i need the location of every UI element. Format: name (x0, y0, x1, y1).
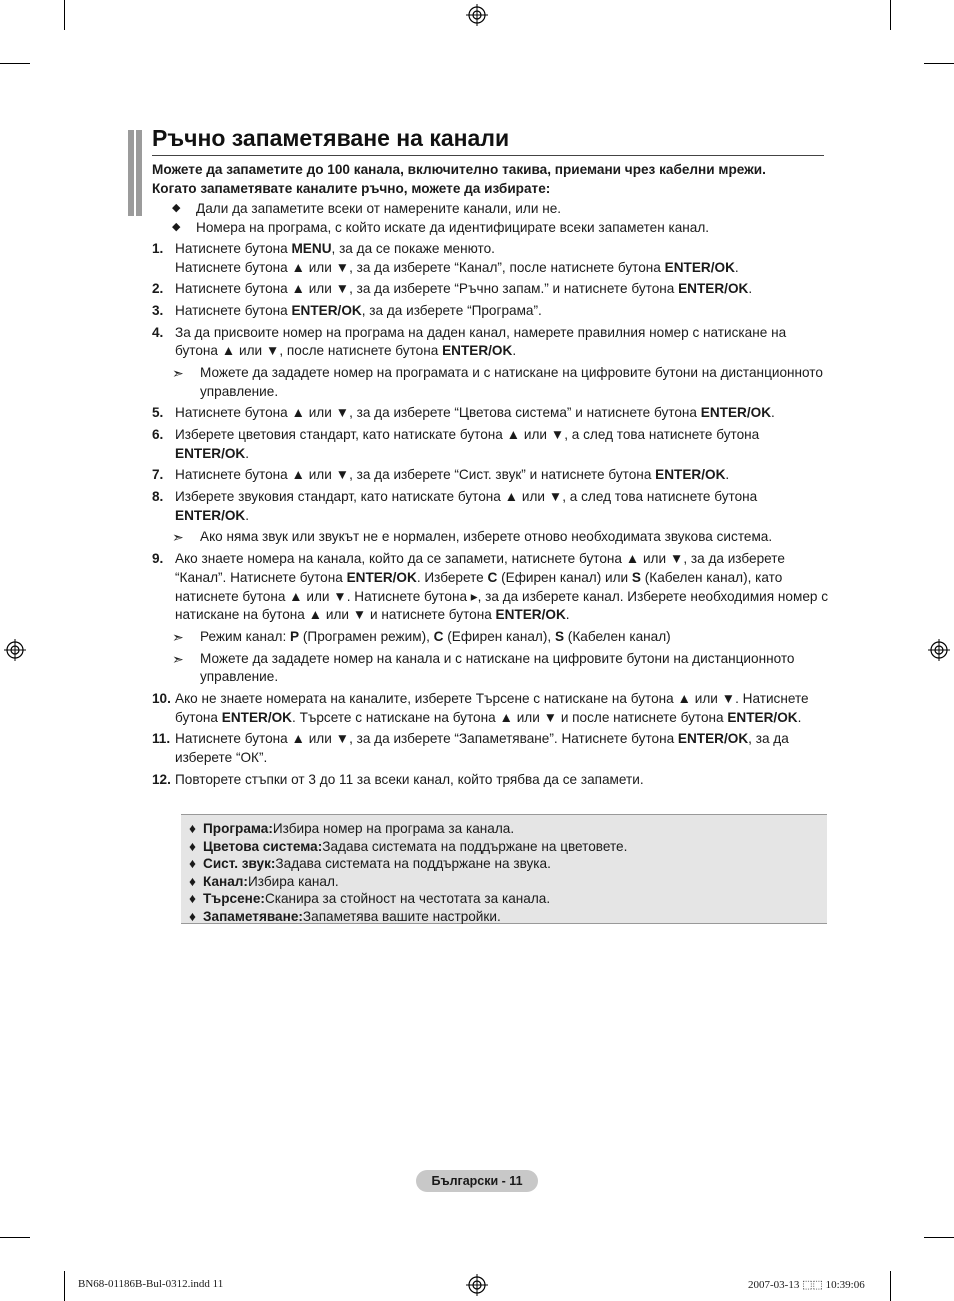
note-item (172, 528, 832, 547)
step-text: Натиснете бутона ▲ или ▼, за да изберете “Сист. звук” и натиснете бутона ENTER/OK. (175, 467, 730, 483)
step-number: 9. (152, 550, 164, 566)
bullet-item (172, 199, 832, 218)
step-item (152, 302, 832, 321)
note-arrow-icon: ➣ (172, 628, 184, 645)
info-term: Запаметяване: (203, 908, 303, 924)
step-text: Натиснете бутона ▲ или ▼, за да изберете “Запаметяване”. Натиснете бутона ENTER/OK, за да изберете “ОК”. (175, 731, 789, 766)
note-item (172, 364, 832, 402)
step-text: За да присвоите номер на програма на даден канал, намерете правилния номер с натискане на бутона ▲ или ▼, после натиснете бутона ENTER/OK. (175, 324, 787, 359)
crop-mark (890, 1271, 891, 1301)
steps-list (152, 240, 832, 792)
step-item (152, 550, 832, 625)
info-row (189, 855, 827, 873)
info-desc: Сканира за стойност на честотата за канала. (264, 891, 551, 906)
intro-line: Можете да запаметите до 100 канала, включително такива, приемани чрез кабелни мрежи. (152, 162, 766, 177)
info-row (189, 908, 827, 926)
diamond-bullet-icon: ◆ (172, 202, 181, 214)
crop-mark (64, 1271, 65, 1301)
diamond-bullet-icon: ♦ (189, 891, 196, 906)
step-item (152, 240, 832, 278)
info-row (189, 820, 827, 838)
info-term: Канал: (203, 873, 248, 889)
note-text: Режим канал: P (Програмен режим), C (Ефирен канал), S (Кабелен канал) (200, 628, 671, 644)
step-item (152, 690, 832, 728)
step-item (152, 324, 832, 362)
step-text: Натиснете бутона ▲ или ▼, за да изберете “Цветова система” и натиснете бутона ENTER/OK. (175, 405, 775, 421)
info-desc: Задава системата на поддържане на цветовете. (322, 838, 628, 854)
crop-mark (0, 1237, 30, 1238)
bullet-item (172, 218, 832, 237)
footer-file-info: BN68-01186B-Bul-0312.indd 11 (78, 1278, 224, 1290)
info-row (189, 838, 827, 856)
info-desc: Задава системата на поддържане на звука. (275, 856, 551, 871)
step-number: 6. (152, 426, 164, 442)
step-item (152, 426, 832, 464)
note-arrow-icon: ➣ (172, 364, 184, 381)
diamond-bullet-icon: ♦ (189, 838, 196, 854)
step-item (152, 730, 832, 768)
crop-mark (0, 63, 30, 64)
note-item (172, 628, 832, 647)
step-number: 7. (152, 467, 164, 483)
option-bullets (172, 199, 832, 237)
diamond-bullet-icon: ♦ (189, 856, 196, 871)
step-text: Натиснете бутона ▲ или ▼, за да изберете “Ръчно запам.” и натиснете бутона ENTER/OK. (175, 281, 753, 297)
registration-mark-icon (4, 639, 26, 661)
step-text: Натиснете бутона MENU, за да се покаже менюто. Натиснете бутона ▲ или ▼, за да изберете “Канал”, после натиснете бутона ENTER/OK. (175, 241, 739, 275)
step-text: Натиснете бутона ENTER/OK, за да изберете “Програма”. (175, 302, 542, 318)
info-term: Сист. звук: (203, 856, 276, 871)
step-text: Ако знаете номера на канала, който да се запамети, натиснете бутона ▲ или ▼, за да изберете “Канал”. Натиснете бутона ENTER/OK. Изберете C (Ефирен канал) или S (Кабелен канал), като натиснете бутона ▲ или ▼. Натиснете бутона ▸, за да изберете канал. Изберете необходимия номер с натискане на бутона ▲ или ▼ и натиснете бутона ENTER/OK. (175, 550, 829, 623)
info-desc: Избира канал. (247, 873, 339, 889)
note-arrow-icon: ➣ (172, 650, 184, 667)
step-item (152, 404, 832, 423)
info-desc: Избира номер на програма за канала. (272, 821, 515, 836)
diamond-bullet-icon: ♦ (189, 908, 196, 924)
bullet-text: Дали да запаметите всеки от намерените канали, или не. (196, 201, 562, 216)
crop-mark (924, 63, 954, 64)
intro-line: Когато запаметявате каналите ръчно, можете да избирате: (152, 181, 551, 196)
page-number-badge: Български - 11 (416, 1170, 538, 1192)
registration-mark-icon (466, 1274, 488, 1296)
step-number: 2. (152, 281, 164, 297)
title-side-bar (128, 130, 142, 216)
crop-mark (890, 0, 891, 30)
info-term: Цветова система: (203, 838, 323, 854)
step-item (152, 488, 832, 526)
crop-mark (924, 1237, 954, 1238)
step-text: Изберете цветовия стандарт, като натискате бутона ▲ или ▼, а след това натиснете бутона ENTER/OK. (175, 426, 760, 461)
intro-text (152, 160, 832, 198)
step-number: 3. (152, 302, 164, 318)
info-row (189, 890, 827, 908)
note-text: Можете да зададете номер на канала и с натискане на цифровите бутони на дистанционното управление. (200, 650, 795, 685)
diamond-bullet-icon: ◆ (172, 221, 181, 233)
step-text: Ако не знаете номерата на каналите, изберете Търсене с натискане на бутона ▲ или ▼. Натиснете бутона ENTER/OK. Търсете с натискане на бутона ▲ или ▼ и после натиснете бутона ENTER/OK. (175, 690, 809, 725)
step-number: 1. (152, 241, 164, 256)
step-text: Повторете стъпки от 3 до 11 за всеки канал, който трябва да се запамети. (175, 771, 644, 787)
info-desc: Запаметява вашите настройки. (302, 908, 501, 924)
step-number: 12. (152, 771, 171, 787)
step-item (152, 771, 832, 790)
note-item (172, 650, 832, 688)
info-term: Търсене: (203, 891, 265, 906)
step-item (152, 280, 832, 299)
footer-timestamp: 2007-03-13 ⬚⬚ 10:39:06 (748, 1279, 865, 1291)
registration-mark-icon (466, 4, 488, 26)
info-row (189, 873, 827, 891)
crop-mark (64, 0, 65, 30)
step-number: 4. (152, 324, 164, 340)
registration-mark-icon (928, 639, 950, 661)
diamond-bullet-icon: ♦ (189, 821, 196, 836)
note-text: Можете да зададете номер на програмата и с натискане на цифровите бутони на дистанционното управление. (200, 364, 823, 399)
page-title: Ръчно запаметяване на канали (152, 124, 824, 156)
note-text: Ако няма звук или звукът не е нормален, изберете отново необходимата звукова система. (200, 529, 773, 545)
note-arrow-icon: ➣ (172, 529, 184, 546)
step-number: 10. (152, 690, 171, 706)
bullet-text: Номера на програма, с който искате да идентифицирате всеки запаметен канал. (196, 220, 710, 235)
step-item (152, 466, 832, 485)
step-text: Изберете звуковия стандарт, като натискате бутона ▲ или ▼, а след това натиснете бутона ENTER/OK. (175, 488, 758, 523)
step-number: 11. (152, 731, 171, 747)
step-number: 8. (152, 488, 164, 504)
info-term: Програма: (203, 821, 273, 836)
info-box (181, 814, 827, 924)
diamond-bullet-icon: ♦ (189, 873, 196, 889)
step-number: 5. (152, 405, 164, 421)
